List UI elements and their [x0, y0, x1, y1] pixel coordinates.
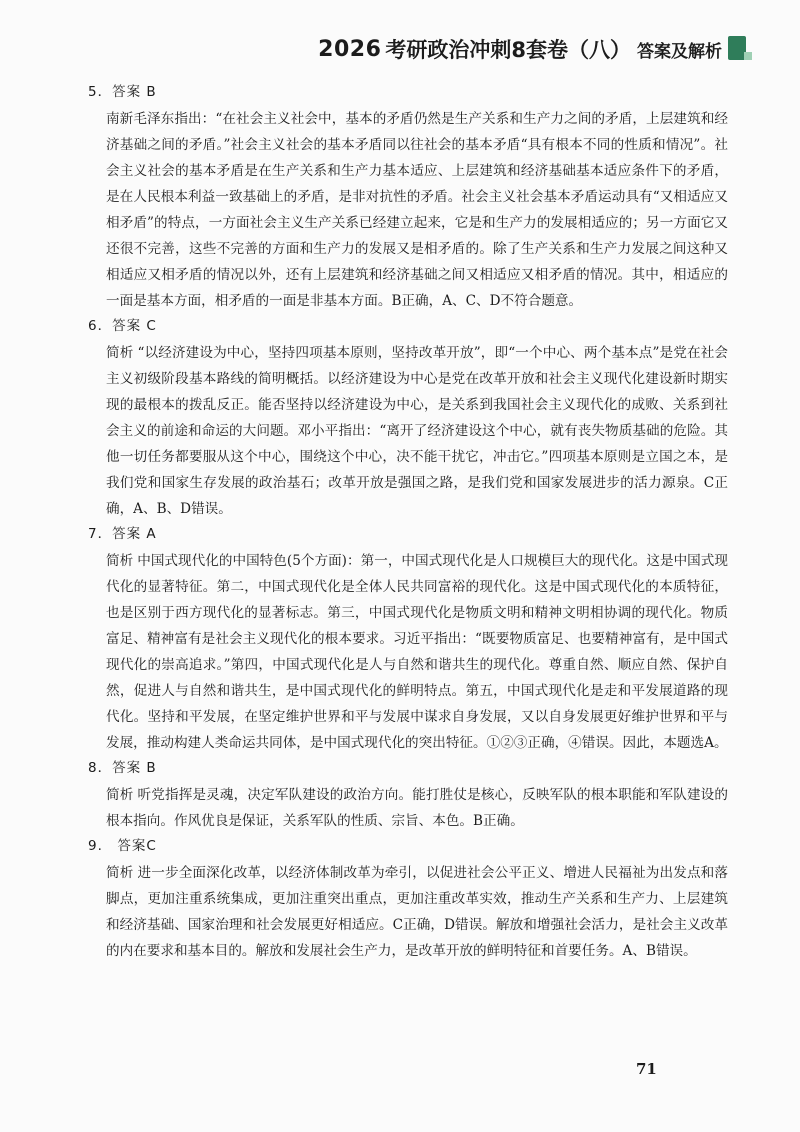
- bookmark-tab-icon: [728, 36, 746, 60]
- explanation-body: 听党指挥是灵魂，决定军队建设的政治方向。能打胜仗是核心，反映军队的根本职能和军队建设的根本指向。作风优良是保证，关系军队的性质、宗旨、本色。B正确。: [106, 787, 729, 829]
- answer-heading: 9. 答案C: [88, 838, 157, 854]
- header-subtitle: 答案及解析: [637, 41, 722, 62]
- answer-heading: 8．答案 B: [88, 760, 157, 776]
- explanation-text: [106, 860, 728, 964]
- explanation-label: 简析: [106, 865, 134, 881]
- explanation-body: 南新毛泽东指出：“在社会主义社会中，基本的矛盾仍然是生产关系和生产力之间的矛盾，上层建筑和经济基础之间的矛盾。”社会主义社会的基本矛盾同以往社会的基本矛盾“具有根本不同的性质和情况”。社会主义社会的基本矛盾是在生产关系和生产力基本适应、上层建筑和经济基础基本适应条件下的矛盾，是在人民根本利益一致基础上的矛盾，是非对抗性的矛盾。社会主义社会基本矛盾运动具有“又相适应又相矛盾”的特点，一方面社会主义生产关系已经建立起来，它是和生产力的发展相适应的；另一方面它又还很不完善，这些不完善的方面和生产力的发展又是相矛盾的。除了生产关系和生产力发展之间这种又相适应又相矛盾的情况以外，还有上层建筑和经济基础之间又相适应又相矛盾的情况。其中，相适应的一面是基本方面，相矛盾的一面是非基本方面。B正确，A、C、D不符合题意。: [106, 111, 728, 309]
- explanation-label: 简析: [106, 345, 134, 361]
- explanation-body: 中国式现代化的中国特色(5个方面)：第一，中国式现代化是人口规模巨大的现代化。这是中国式现代化的显著特征。第二，中国式现代化是全体人民共同富裕的现代化。这是中国式现代化的本质特征，也是区别于西方现代化的显著标志。第三，中国式现代化是物质文明和精神文明相协调的现代化。物质富足、精神富有是社会主义现代化的根本要求。习近平指出：“既要物质富足、也要精神富有，是中国式现代化的崇高追求。”第四，中国式现代化是人与自然和谐共生的现代化。尊重自然、顺应自然、保护自然，促进人与自然和谐共生，是中国式现代化的鲜明特点。第五，中国式现代化是走和平发展道路的现代化。坚持和平发展，在坚定维护世界和平与发展中谋求自身发展，又以自身发展更好维护世界和平与发展，推动构建人类命运共同体，是中国式现代化的突出特征。①②③正确，④错误。因此，本题选A。: [106, 553, 728, 751]
- header-year: 2026: [318, 36, 382, 62]
- question-9: [88, 834, 728, 964]
- page-header: [318, 34, 722, 64]
- explanation-text: [106, 548, 728, 756]
- explanation-text: [106, 340, 728, 522]
- question-8: [88, 756, 728, 834]
- header-title: 考研政治冲刺8套卷（八）: [385, 38, 631, 62]
- question-7: [88, 522, 728, 756]
- answer-heading: 6．答案 C: [88, 318, 157, 334]
- answer-heading: 7．答案 A: [88, 526, 157, 542]
- page-number: 71: [636, 1060, 657, 1078]
- explanation-body: “以经济建设为中心，坚持四项基本原则，坚持改革开放”，即“一个中心、两个基本点”是党在社会主义初级阶段基本路线的简明概括。以经济建设为中心是党在改革开放和社会主义现代化建设新时期实现的最根本的拨乱反正。能否坚持以经济建设为中心，是关系到我国社会主义现代化的成败、关系到社会主义的前途和命运的大问题。邓小平指出：“离开了经济建设这个中心，就有丧失物质基础的危险。其他一切任务都要服从这个中心，围绕这个中心，决不能干扰它，冲击它。”四项基本原则是立国之本，是我们党和国家生存发展的政治基石；改革开放是强国之路，是我们党和国家发展进步的活力源泉。C正确，A、B、D错误。: [106, 345, 729, 517]
- question-5: [88, 80, 728, 314]
- explanation-text: [106, 106, 728, 314]
- explanation-body: 进一步全面深化改革，以经济体制改革为牵引，以促进社会公平正义、增进人民福祉为出发点和落脚点，更加注重系统集成，更加注重突出重点，更加注重改革实效，推动生产关系和生产力、上层建筑和经济基础、国家治理和社会发展更好相适应。C正确，D错误。解放和增强社会活力，是社会主义改革的内在要求和基本目的。解放和发展社会生产力，是改革开放的鲜明特征和首要任务。A、B错误。: [106, 865, 729, 959]
- explanation-label: 简析: [106, 787, 134, 803]
- question-6: [88, 314, 728, 522]
- answer-content: [88, 80, 728, 964]
- explanation-text: [106, 782, 728, 834]
- answer-heading: 5．答案 B: [88, 84, 157, 100]
- explanation-label: 简析: [106, 553, 134, 569]
